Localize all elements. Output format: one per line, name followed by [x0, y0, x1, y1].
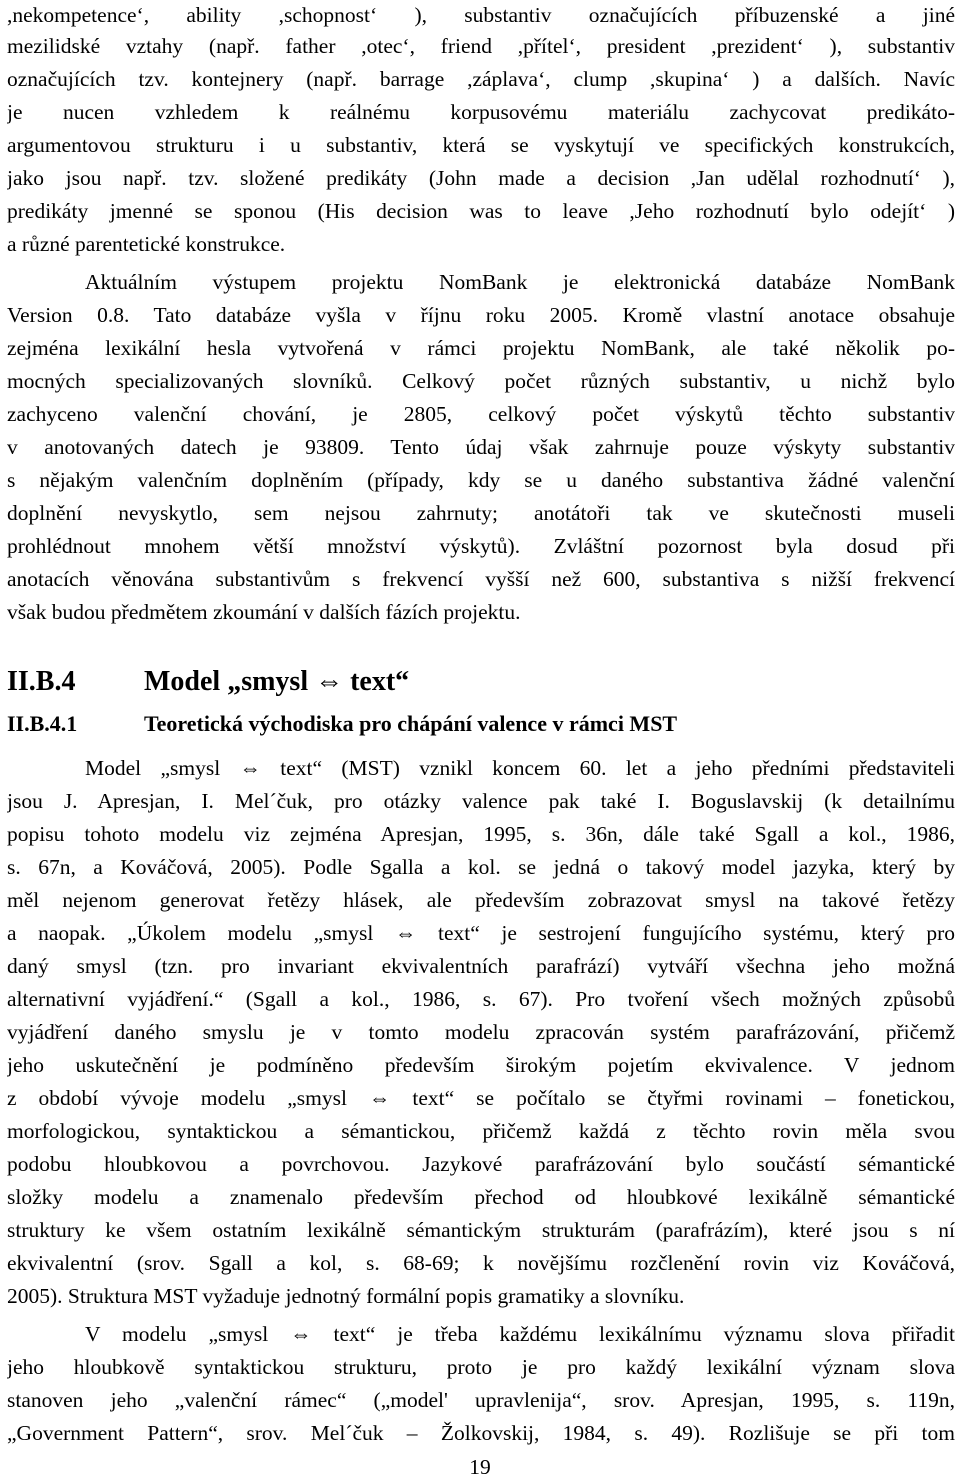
text-line: zachyceno valenční chování, je 2805, celkový počet výskytů těchto substantiv [7, 402, 955, 426]
text-line: anotacích věnována substantivům s frekvencí vyšší než 600, substantiva s nižší frekvencí [7, 567, 955, 591]
text-line: a naopak. „Úkolem modelu „smysl ⇔ text“ je sestrojení fungujícího systému, který pro [7, 921, 955, 945]
text-line: a různé parentetické konstrukce. [7, 232, 286, 256]
text-line: podobu hloubkovou a povrchovou. Jazykové parafrázování bylo součástí sémantické [7, 1152, 955, 1176]
text-line: jeho uskutečnění je podmíněno především širokým pojetím ekvivalence. V jednom [7, 1053, 955, 1077]
text-line: popisu tohoto modelu viz zejména Apresjan, 1995, s. 36n, dále také Sgall a kol., 1986, [7, 822, 955, 846]
text-line: jako jsou např. tzv. složené predikáty (John made a decision ,Jan udělal rozhodnutí‘ ), [7, 166, 955, 190]
section-title-part: Model „smysl [144, 666, 309, 697]
text-line: z období vývoje modelu „smysl ⇔ text“ se počítalo se čtyřmi rovinami – fonetickou, [7, 1086, 955, 1110]
text-line: však budou předmětem zkoumání v dalších fázích projektu. [7, 600, 521, 624]
section-title-part: text“ [350, 666, 410, 697]
text-line: s. 67n, a Kováčová, 2005). Podle Sgalla a kol. se jedná o takový model jazyka, který by [7, 855, 955, 879]
text-line: v anotovaných datech je 93809. Tento údaj však zahrnuje pouze výskyty substantiv [7, 435, 955, 459]
text-line: měl nejenom generovat řetězy hlásek, ale především zobrazovat smysl na takové řetězy [7, 888, 955, 912]
subsection-title: Teoretická východiska pro chápání valence v rámci MST [144, 711, 678, 736]
text-line: „Government Pattern“, srov. Mel´čuk – Žolkovskij, 1984, s. 49). Rozlišuje se při tom [7, 1421, 955, 1445]
text-line: daný smysl (tzn. pro invariant ekvivalentních parafrází) vytváří všechna jeho možná [7, 954, 955, 978]
text-line: Model „smysl ⇔ text“ (MST) vznikl koncem 60. let a jeho předními představiteli [85, 756, 955, 780]
section-number: II.B.4 [7, 666, 76, 697]
text-line: Aktuálním výstupem projektu NomBank je elektronická databáze NomBank [85, 270, 955, 294]
text-line: složky modelu a znamenalo především přechod od hloubkové lexikálně sémantické [7, 1185, 955, 1209]
text-line: jsou J. Apresjan, I. Mel´čuk, pro otázky valence pak také I. Boguslavskij (k detailnímu [7, 789, 955, 813]
text-line: s nějakým valenčním doplněním (případy, kdy se u daného substantiva žádné valenční [7, 468, 955, 492]
text-line: 2005). Struktura MST vyžaduje jednotný formální popis gramatiky a slovníku. [7, 1284, 685, 1308]
text-line: alternativní vyjádření.“ (Sgall a kol., 1986, s. 67). Pro tvoření všech možných způsobů [7, 987, 955, 1011]
text-line: V modelu „smysl ⇔ text“ je třeba každému lexikálnímu významu slova přiřadit [85, 1322, 955, 1346]
text-line: ekvivalentní (srov. Sgall a kol, s. 68-69; k novějšímu rozčlenění rovin viz Kováčová, [7, 1251, 955, 1275]
page-number: 19 [469, 1455, 491, 1479]
text-line: je nucen vzhledem k reálnému korpusovému materiálu zachycovat predikáto- [7, 100, 955, 124]
text-line: mocných specializovaných slovníků. Celkový počet různých substantiv, u nichž bylo [7, 369, 955, 393]
text-line: vyjádření daného smyslu je v tomto modelu zpracován systém parafrázování, přičemž [7, 1020, 955, 1044]
text-line: stanoven jeho „valenční rámec“ („model' upravlenija“, srov. Apresjan, 1995, s. 119n, [7, 1388, 955, 1412]
subsection-number: II.B.4.1 [7, 711, 78, 736]
text-line: struktury ke všem ostatním lexikálně sémantickým strukturám (parafrázím), které jsou s ní [7, 1218, 955, 1242]
text-line: ,nekompetence‘, ability ,schopnost‘ ), substantiv označujících příbuzenské a jiné [7, 3, 955, 27]
text-line: Version 0.8. Tato databáze vyšla v říjnu roku 2005. Kromě vlastní anotace obsahuje [7, 303, 955, 327]
text-line: predikáty jmenné se sponou (His decision was to leave ,Jeho rozhodnutí bylo odejít‘ ) [7, 199, 955, 223]
text-line: mezilidské vztahy (např. father ,otec‘, friend ,přítel‘, president ,prezident‘ ), substantiv [7, 34, 955, 58]
double-arrow-icon: ⇔ [315, 666, 344, 697]
text-line: prohlédnout mnohem větší množství výskytů). Zvláštní pozornost byla dosud při [7, 534, 955, 558]
text-line: zejména lexikální hesla vytvořená v rámci projektu NomBank, ale také několik po- [7, 336, 955, 360]
text-line: argumentovou strukturu i u substantiv, která se vyskytují ve specifických konstrukcích, [7, 133, 955, 157]
text-line: morfologickou, syntaktickou a sémantickou, přičemž každá z těchto rovin měla svou [7, 1119, 955, 1143]
text-line: označujících tzv. kontejnery (např. barrage ,záplava‘, clump ,skupina‘ ) a dalších. Navíc [7, 67, 955, 91]
section-title [144, 664, 409, 700]
text-line: doplnění nevyskytlo, sem nejsou zahrnuty; anotátoři tak ve skutečnosti museli [7, 501, 955, 525]
text-line: jeho hloubkově syntaktickou strukturu, proto je pro každý lexikální význam slova [7, 1355, 955, 1379]
